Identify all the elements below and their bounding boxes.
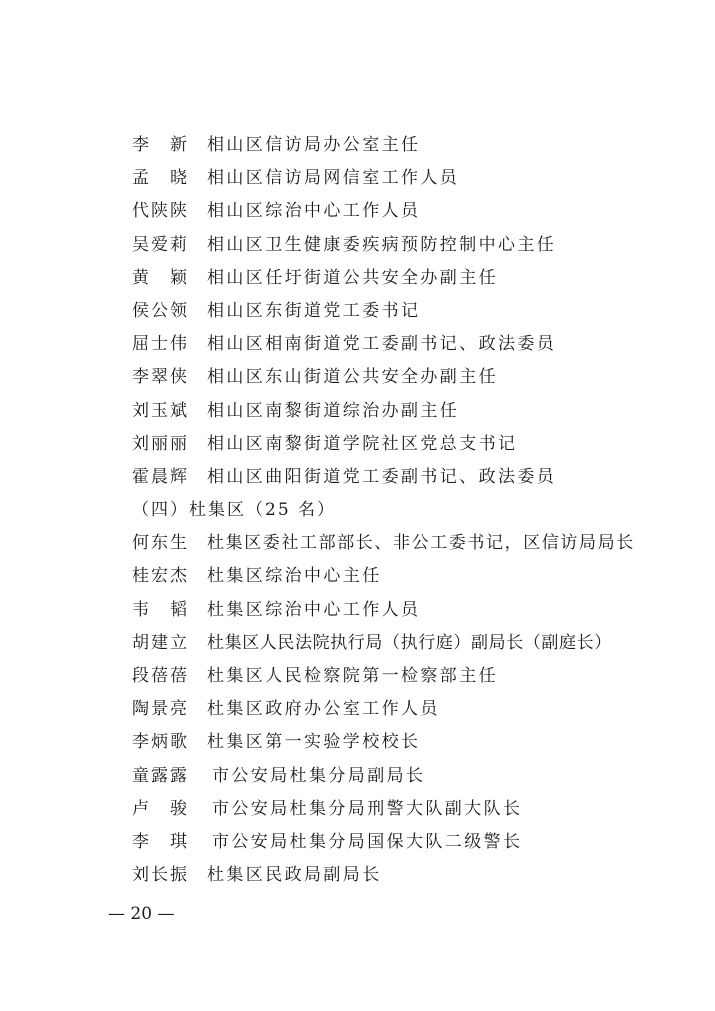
list-item <box>0 428 715 461</box>
section-heading-row <box>0 494 715 527</box>
person-role: 杜集区人民检察院第一检察部主任 <box>207 666 498 686</box>
list-item <box>0 594 715 627</box>
person-role: 市公安局杜集分局刑警大队副大队长 <box>212 798 523 819</box>
person-role: 相山区东街道党工委书记 <box>207 300 421 321</box>
person-name: 霍晨辉 <box>132 466 189 487</box>
person-role: 杜集区委社工部部长、非公工委书记，区信访局局长 <box>207 533 635 554</box>
person-role: 市公安局杜集分局副局长 <box>212 765 426 786</box>
list-item <box>0 395 715 428</box>
person-name: 胡建立 <box>132 632 189 653</box>
person-name: 段蓓蓓 <box>132 666 189 686</box>
list-item <box>0 129 715 162</box>
person-role: 相山区南黎街道学院社区党总支书记 <box>207 433 518 454</box>
person-role: 杜集区民政局副局长 <box>207 865 382 886</box>
person-name: 刘丽丽 <box>132 433 189 454</box>
list-item <box>0 693 715 726</box>
list-item <box>0 660 715 693</box>
list-item <box>0 328 715 361</box>
person-name: 李翠侠 <box>132 367 189 388</box>
person-role: 相山区任圩街道公共安全办副主任 <box>207 267 498 288</box>
list-item <box>0 627 715 660</box>
person-name: 吴爱莉 <box>132 234 189 255</box>
person-name: 童露露 <box>132 765 189 786</box>
person-name: 刘长振 <box>132 865 189 886</box>
person-name: 卢 骏 <box>132 798 189 819</box>
name-list <box>0 129 715 892</box>
list-item <box>0 560 715 593</box>
person-name: 陶景亮 <box>132 699 189 720</box>
page-number: — 20 — <box>108 904 175 924</box>
person-role: 相山区信访局办公室主任 <box>207 135 421 155</box>
person-name: 代陕陕 <box>132 201 189 222</box>
person-name: 屈士伟 <box>132 334 189 355</box>
person-name: 何东生 <box>132 533 189 554</box>
list-item <box>0 162 715 195</box>
person-role: 杜集区人民法院执行局（执行庭）副局长（副庭长） <box>207 632 612 653</box>
person-role: 相山区综治中心工作人员 <box>207 201 421 222</box>
person-role: 相山区曲阳街道党工委副书记、政法委员 <box>207 466 557 487</box>
person-name: 孟 晓 <box>132 168 189 189</box>
list-item <box>0 793 715 826</box>
list-item <box>0 361 715 394</box>
person-role: 相山区东山街道公共安全办副主任 <box>207 367 498 388</box>
list-item <box>0 461 715 494</box>
person-name: 李 琪 <box>132 831 189 852</box>
person-name: 李 新 <box>132 135 189 155</box>
list-item <box>0 229 715 262</box>
section-heading: （四）杜集区（25 名） <box>132 500 337 521</box>
person-role: 杜集区政府办公室工作人员 <box>207 699 440 720</box>
person-name: 侯公领 <box>132 300 189 321</box>
person-role: 杜集区第一实验学校校长 <box>207 732 421 753</box>
list-item <box>0 726 715 759</box>
person-role: 相山区南黎街道综治办副主任 <box>207 400 460 421</box>
list-item <box>0 760 715 793</box>
list-item <box>0 859 715 892</box>
person-role: 相山区相南街道党工委副书记、政法委员 <box>207 334 557 355</box>
person-name: 桂宏杰 <box>132 566 189 587</box>
list-item <box>0 195 715 228</box>
list-item <box>0 826 715 859</box>
person-name: 黄 颖 <box>132 267 189 288</box>
person-role: 相山区卫生健康委疾病预防控制中心主任 <box>207 234 557 255</box>
list-item <box>0 262 715 295</box>
person-role: 杜集区综治中心工作人员 <box>207 599 421 620</box>
person-name: 刘玉斌 <box>132 400 189 421</box>
person-role: 相山区信访局网信室工作人员 <box>207 168 460 189</box>
person-role: 市公安局杜集分局国保大队二级警长 <box>212 831 523 852</box>
person-name: 李炳歌 <box>132 732 189 753</box>
list-item <box>0 527 715 560</box>
list-item <box>0 295 715 328</box>
person-role: 杜集区综治中心主任 <box>207 566 382 587</box>
person-name: 韦 韬 <box>132 599 189 620</box>
